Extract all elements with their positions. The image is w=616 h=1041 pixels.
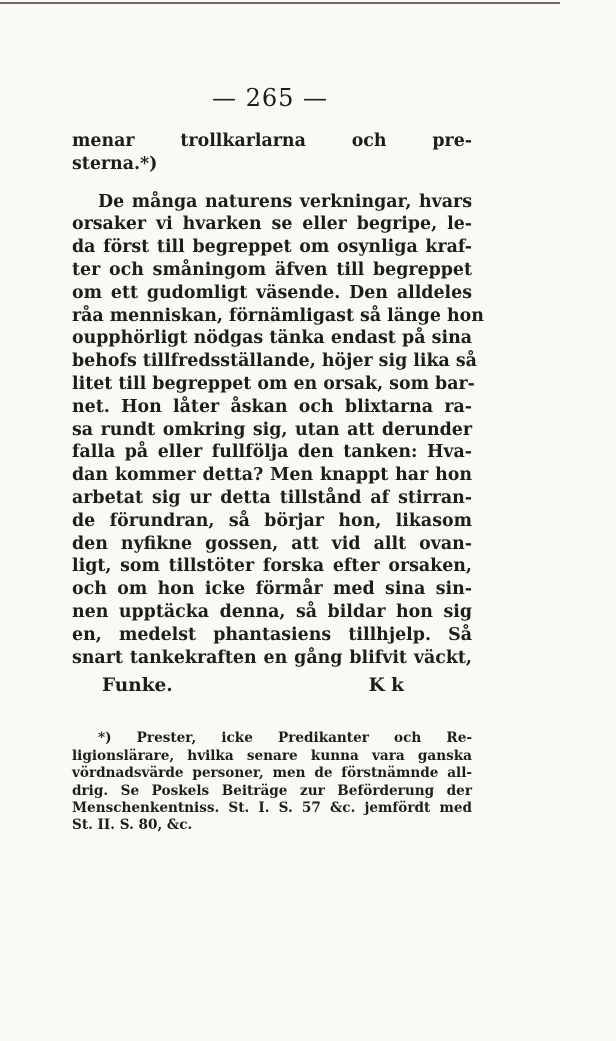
footnote-line-4: drig. Se Poskels Beiträge zur Beförderung der <box>72 782 472 799</box>
footnote-line-2: ligionslärare, hvilka senare kunna vara ganska <box>72 747 472 764</box>
body-line-18: den nyfikne gossen, att vid allt ovan- <box>72 533 472 554</box>
body-line-7: om ett gudomligt väsende. Den alldeles <box>72 282 472 303</box>
body-line-17: de förundran, så börjar hon, likasom <box>72 510 472 531</box>
body-line-20: och om hon icke förmår med sina sin- <box>72 579 472 600</box>
paragraph-gap <box>72 176 472 191</box>
body-line-23: snart tankekraften en gång blifvit väckt, <box>72 647 472 668</box>
body-line-10: behofs tillfredsställande, höjer sig lika så <box>72 351 477 372</box>
body-line-16: arbetat sig ur detta tillstånd af stirran- <box>72 487 472 508</box>
body-line-4: orsaker vi hvarken se eller begripe, le- <box>72 214 472 235</box>
body-line-21: nen upptäcka denna, så bildar hon sig <box>72 601 472 622</box>
body-line-12: net. Hon låter åskan och blixtarna ra- <box>72 396 472 417</box>
body-line-2: sterna.*) <box>72 153 158 174</box>
body-line-1: menar trollkarlarna och pre- <box>72 131 472 151</box>
gathering-mark: K k <box>368 675 404 697</box>
book-page <box>72 84 484 835</box>
body-line-6: ter och småningom äfven till begreppet <box>72 259 472 280</box>
body-line-14: falla på eller fullfölja den tanken: Hva- <box>72 442 472 463</box>
footnote-line-6: St. II. S. 80, &c. <box>72 817 193 834</box>
page-top-edge-rule <box>0 2 560 4</box>
body-line-13: sa rundt omkring sig, utan att derunder <box>72 419 472 440</box>
body-line-15: dan kommer detta? Men knappt har hon <box>72 465 472 486</box>
body-line-5: da först till begreppet om osynliga kraf- <box>72 237 472 258</box>
footnote <box>72 730 472 834</box>
body-line-11: litet till begreppet om en orsak, som bar- <box>72 373 475 394</box>
page-number: — 265 — <box>211 84 329 112</box>
footnote-line-3: vördnadsvärde personer, men de förstnämnde all- <box>72 765 472 782</box>
body-line-9: oupphörligt nödgas tänka endast på sina <box>72 328 472 349</box>
footnote-line-1: *) Prester, icke Predikanter och Re- <box>98 730 472 747</box>
body-line-3: De många naturens verkningar, hvars <box>98 191 472 212</box>
body-line-22: en, medelst phantasiens tillhjelp. Så <box>72 624 472 645</box>
footnote-line-5: Menschenkentniss. St. I. S. 57 &c. jemfördt med <box>72 799 472 816</box>
body-line-8: råa menniskan, förnämligast så länge hon <box>72 305 484 326</box>
signature-mark: Funke. <box>102 675 173 697</box>
body-line-19: ligt, som tillstöter forska efter orsaken, <box>72 556 472 577</box>
signature-line <box>72 674 472 698</box>
